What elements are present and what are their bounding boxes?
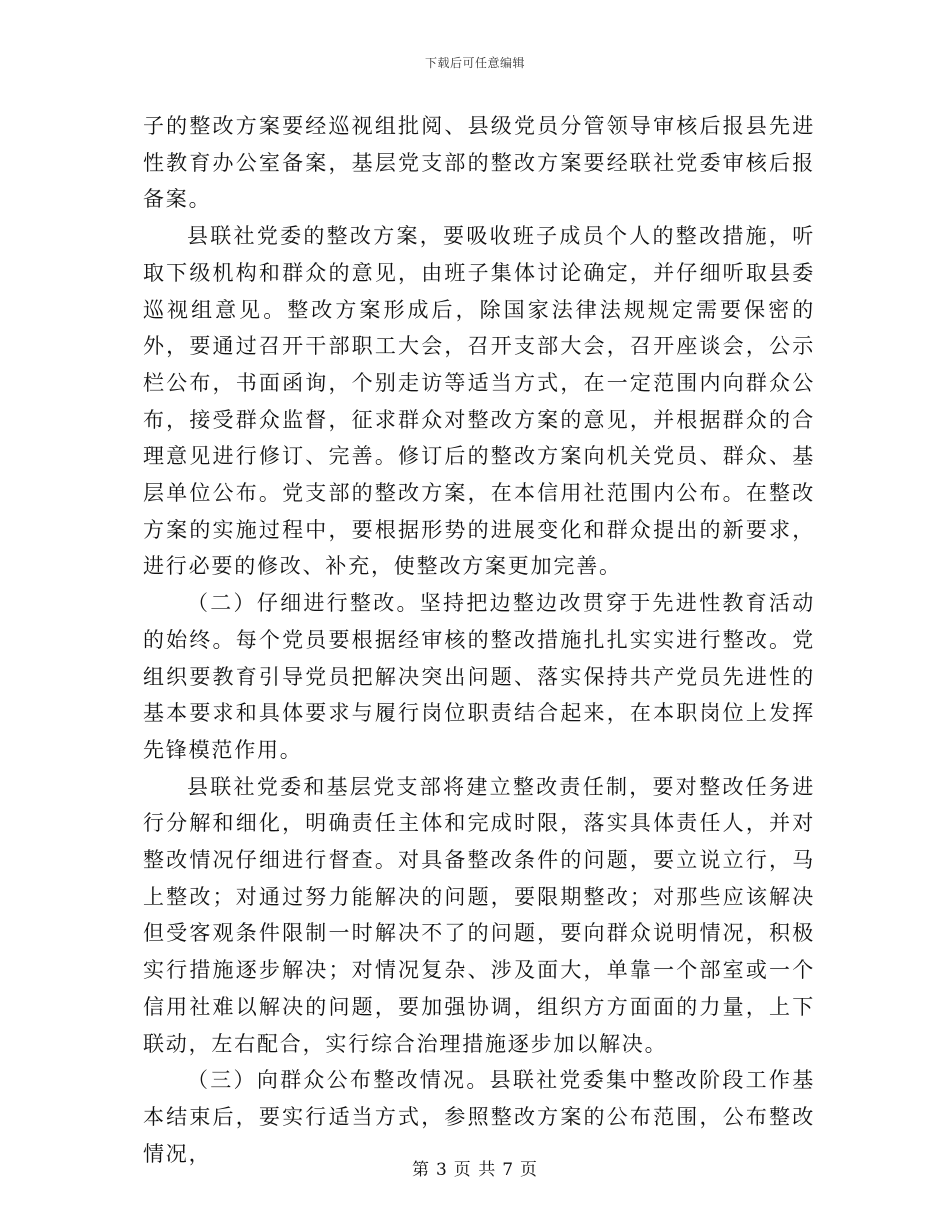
paragraph-section-two: （二）仔细进行整改。坚持把边整边改贯穿于先进性教育活动的始终。每个党员要根据经审核的整改措施扎扎实实进行整改。党组织要教育引导党员把解决突出问题、落实保持共产党员先进性的基本要求和具体要求与履行岗位职责结合起来，在本职岗位上发挥先锋模范作用。 — [143, 591, 815, 762]
page-footer — [0, 1155, 950, 1180]
page-label-suffix: 页 — [520, 1160, 539, 1180]
paragraph-responsibility-system: 县联社党委和基层党支部将建立整改责任制，要对整改任务进行分解和细化，明确责任主体和完成时限，落实具体责任人，并对整改情况仔细进行督查。对具备整改条件的问题，要立说立行，马上整改；对通过努力能解决的问题，要限期整改；对那些应该解决但受客观条件限制一时解决不了的问题，要向群众说明情况，积极实行措施逐步解决；对情况复杂、涉及面大，单靠一个部室或一个信用社难以解决的问题，要加强协调，组织方方面面的力量，上下联动，左右配合，实行综合治理措施逐步加以解决。 — [143, 774, 815, 1056]
paragraph-rectification-plan: 县联社党委的整改方案，要吸收班子成员个人的整改措施，听取下级机构和群众的意见，由班子集体讨论确定，并仔细听取县委巡视组意见。整改方案形成后，除国家法律法规规定需要保密的外，要通过召开干部职工大会，召开支部大会，召开座谈会，公示栏公布，书面函询，个别走访等适当方式，在一定范围内向群众公布，接受群众监督，征求群众对整改方案的意见，并根据群众的合理意见进行修订、完善。修订后的整改方案向机关党员、群众、基层单位公布。党支部的整改方案，在本信用社范围内公布。在整改方案的实施过程中，要根据形势的进展变化和群众提出的新要求，进行必要的修改、补充，使整改方案更加完善。 — [143, 224, 815, 579]
total-pages-number: 7 — [502, 1160, 515, 1180]
paragraph-continuation: 子的整改方案要经巡视组批阅、县级党员分管领导审核后报县先进性教育办公室备案，基层党支部的整改方案要经联社党委审核后报备案。 — [143, 114, 815, 212]
current-page-number: 3 — [435, 1160, 448, 1180]
document-body — [143, 108, 815, 1172]
page-header: 下载后可任意编辑 — [424, 56, 525, 70]
page-label-prefix: 第 — [411, 1160, 430, 1180]
page-label-middle: 页 共 — [453, 1160, 497, 1180]
paragraph-section-three: （三）向群众公布整改情况。县联社党委集中整改阶段工作基本结束后，要实行适当方式，参照整改方案的公布范围，公布整改情况， — [143, 1068, 815, 1166]
